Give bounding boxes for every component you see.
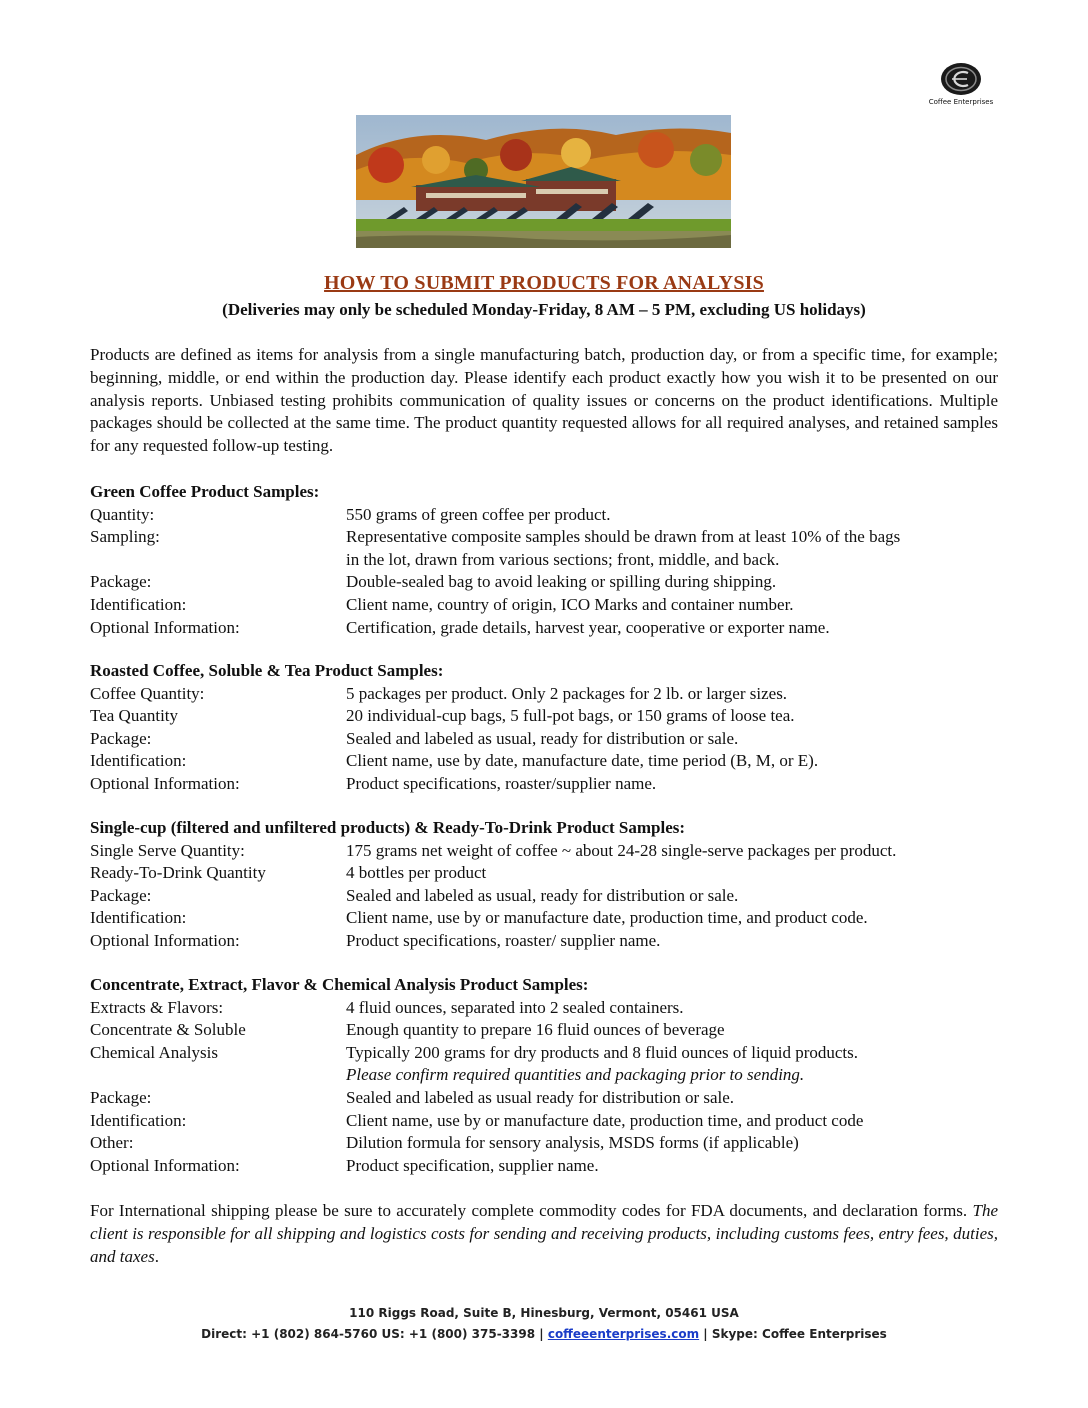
row-value: Client name, country of origin, ICO Marks and container number. bbox=[346, 594, 794, 614]
info-row bbox=[90, 997, 1020, 1020]
info-row bbox=[90, 750, 1020, 773]
shipping-cost-note: The client is responsible for all shipping and logistics costs for sending and receiving products, including customs fees, entry fees, duties, and taxes bbox=[90, 1201, 998, 1266]
row-label bbox=[90, 1064, 346, 1087]
row-label: Concentrate & Soluble bbox=[90, 1020, 246, 1040]
row-label: Optional Information: bbox=[90, 930, 240, 950]
info-row bbox=[90, 885, 1020, 908]
row-value: 20 individual-cup bags, 5 full-pot bags, or 150 grams of loose tea. bbox=[346, 706, 795, 726]
company-logo bbox=[926, 62, 996, 106]
info-row bbox=[90, 617, 1020, 640]
row-label: Identification: bbox=[90, 594, 187, 614]
row-label: Tea Quantity bbox=[90, 706, 179, 726]
row-value: Sealed and labeled as usual, ready for distribution or sale. bbox=[346, 885, 739, 905]
row-value: Client name, use by date, manufacture date, time period (B, M, or E). bbox=[346, 751, 819, 771]
row-label: Identification: bbox=[90, 908, 187, 928]
info-row bbox=[90, 1110, 1020, 1133]
page-title: HOW TO SUBMIT PRODUCTS FOR ANALYSIS bbox=[324, 272, 764, 294]
row-value: Certification, grade details, harvest year, cooperative or exporter name. bbox=[346, 617, 830, 637]
confirm-quantities-note: Please confirm required quantities and packaging prior to sending. bbox=[346, 1065, 805, 1085]
footer-phones: Direct: +1 (802) 864-5760 US: +1 (800) 375-3398 | bbox=[201, 1327, 548, 1341]
section-roasted-coffee bbox=[90, 660, 1020, 796]
row-label: Sampling: bbox=[90, 527, 160, 547]
website-link[interactable]: coffeeenterprises.com bbox=[547, 1327, 700, 1341]
row-value: Sealed and labeled as usual ready for distribution or sale. bbox=[346, 1087, 735, 1107]
info-row bbox=[90, 504, 1020, 527]
info-row bbox=[90, 1042, 1020, 1065]
section-heading: Concentrate, Extract, Flavor & Chemical Analysis Product Samples: bbox=[90, 975, 589, 994]
row-label: Package: bbox=[90, 885, 152, 905]
logo-emblem-icon bbox=[940, 62, 982, 96]
section-concentrate-extract bbox=[90, 974, 1020, 1177]
row-label: Identification: bbox=[90, 1110, 187, 1130]
row-label: Optional Information: bbox=[90, 1155, 240, 1175]
row-value: in the lot, drawn from various sections; front, middle, and back. bbox=[346, 549, 780, 569]
row-label: Extracts & Flavors: bbox=[90, 997, 224, 1017]
row-label: Package: bbox=[90, 728, 152, 748]
row-label bbox=[90, 549, 346, 572]
row-value: 4 fluid ounces, separated into 2 sealed containers. bbox=[346, 997, 684, 1017]
info-row bbox=[90, 549, 1020, 572]
row-value: Client name, use by or manufacture date, production time, and product code bbox=[346, 1110, 864, 1130]
intro-paragraph: Products are defined as items for analysis from a single manufacturing batch, production day, or from a specific time, for example; beginning, middle, or end within the production day. Please identify each product exactly how you wish it to be presented on our analysis reports. Unbiased testing prohibits communication of quality issues or concerns on the product identifications. Multiple packages should be collected at the same time. The product quantity requested allows for all required analyses, and retained samples for any requested follow-up testing. bbox=[90, 345, 998, 456]
info-row bbox=[90, 773, 1020, 796]
info-row bbox=[90, 571, 1020, 594]
row-label: Quantity: bbox=[90, 504, 155, 524]
row-label: Chemical Analysis bbox=[90, 1042, 218, 1062]
info-row bbox=[90, 1064, 1020, 1087]
row-label: Package: bbox=[90, 572, 152, 592]
info-row bbox=[90, 526, 1020, 549]
footer-contact bbox=[0, 1327, 1088, 1341]
row-value: Dilution formula for sensory analysis, MSDS forms (if applicable) bbox=[346, 1133, 799, 1153]
row-value: 175 grams net weight of coffee ~ about 24-28 single-serve packages per product. bbox=[346, 840, 897, 860]
row-value: 5 packages per product. Only 2 packages for 2 lb. or larger sizes. bbox=[346, 683, 788, 703]
logo-text: Coffee Enterprises bbox=[928, 98, 994, 106]
info-row bbox=[90, 1155, 1020, 1178]
shipping-paragraph bbox=[90, 1200, 998, 1268]
info-row bbox=[90, 1019, 1020, 1042]
row-value: 550 grams of green coffee per product. bbox=[346, 504, 611, 524]
row-value: 4 bottles per product bbox=[346, 863, 487, 883]
shipping-text: For International shipping please be sure to accurately complete commodity codes for FDA documents, and declaration forms. bbox=[90, 1201, 973, 1220]
row-label: Ready-To-Drink Quantity bbox=[90, 863, 266, 883]
row-label: Package: bbox=[90, 1087, 152, 1107]
row-label: Coffee Quantity: bbox=[90, 683, 205, 703]
row-value: Product specifications, roaster/supplier name. bbox=[346, 773, 657, 793]
row-label: Optional Information: bbox=[90, 617, 240, 637]
info-row bbox=[90, 930, 1020, 953]
info-row bbox=[90, 705, 1020, 728]
section-heading: Single-cup (filtered and unfiltered products) & Ready-To-Drink Product Samples: bbox=[90, 818, 686, 837]
info-row bbox=[90, 840, 1020, 863]
info-row bbox=[90, 1132, 1020, 1155]
section-green-coffee bbox=[90, 481, 1020, 639]
footer-skype: | Skype: Coffee Enterprises bbox=[699, 1327, 887, 1341]
delivery-schedule-note: (Deliveries may only be scheduled Monday-Friday, 8 AM – 5 PM, excluding US holidays) bbox=[222, 300, 866, 319]
row-value: Typically 200 grams for dry products and 8 fluid ounces of liquid products. bbox=[346, 1042, 859, 1062]
info-row bbox=[90, 683, 1020, 706]
info-row bbox=[90, 728, 1020, 751]
footer-address: 110 Riggs Road, Suite B, Hinesburg, Vermont, 05461 USA bbox=[349, 1306, 739, 1320]
info-row bbox=[90, 862, 1020, 885]
section-heading: Roasted Coffee, Soluble & Tea Product Samples: bbox=[90, 661, 444, 680]
row-label: Optional Information: bbox=[90, 773, 240, 793]
header-photo bbox=[356, 115, 731, 248]
section-heading: Green Coffee Product Samples: bbox=[90, 482, 320, 501]
row-value: Enough quantity to prepare 16 fluid ounces of beverage bbox=[346, 1020, 725, 1040]
row-value: Product specification, supplier name. bbox=[346, 1155, 599, 1175]
row-label: Other: bbox=[90, 1133, 134, 1153]
section-single-cup bbox=[90, 817, 1020, 953]
info-row bbox=[90, 1087, 1020, 1110]
row-value: Double-sealed bag to avoid leaking or spilling during shipping. bbox=[346, 572, 777, 592]
info-row bbox=[90, 907, 1020, 930]
row-value: Sealed and labeled as usual, ready for distribution or sale. bbox=[346, 728, 739, 748]
row-value: Client name, use by or manufacture date, production time, and product code. bbox=[346, 908, 868, 928]
shipping-end: . bbox=[154, 1246, 159, 1266]
info-row bbox=[90, 594, 1020, 617]
row-label: Identification: bbox=[90, 751, 187, 771]
row-value: Product specifications, roaster/ supplier name. bbox=[346, 930, 661, 950]
row-value: Representative composite samples should be drawn from at least 10% of the bags bbox=[346, 527, 901, 547]
row-label: Single Serve Quantity: bbox=[90, 840, 245, 860]
